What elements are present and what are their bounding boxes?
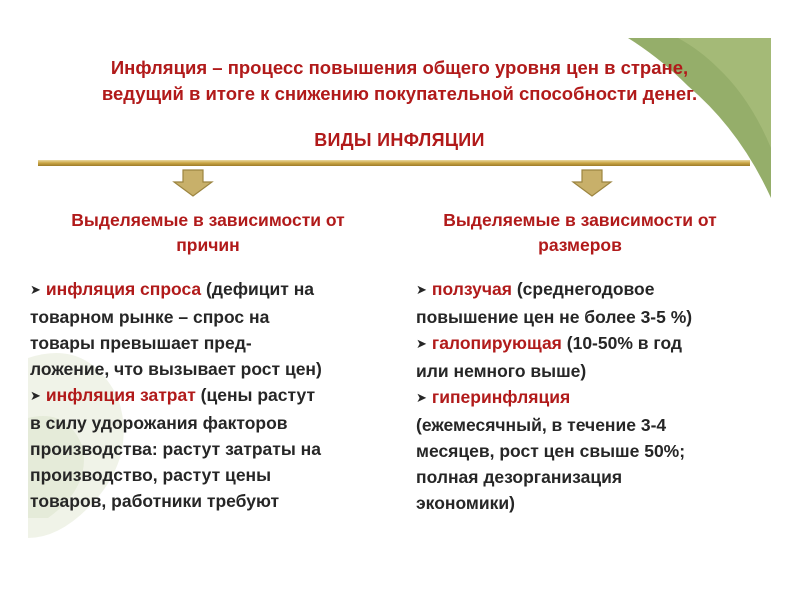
causes-heading-line2: причин <box>176 235 240 255</box>
creeping-text: (среднегодовое <box>511 279 655 299</box>
causes-column-heading <box>33 208 383 258</box>
down-arrow-right-icon <box>573 170 611 196</box>
arrow-bullet-icon: ➤ <box>416 390 427 405</box>
cost-inflation-text: (цены растут <box>195 385 316 405</box>
hyperinflation-line5: экономики) <box>416 493 515 513</box>
causes-heading-line1: Выделяемые в зависимости от <box>71 210 345 230</box>
size-list <box>416 276 766 516</box>
hyperinflation-line3: месяцев, рост цен свыше 50%; <box>416 441 686 461</box>
size-heading-line2: размеров <box>538 235 622 255</box>
arrow-bullet-icon: ➤ <box>30 388 41 403</box>
demand-inflation-line3: товары превышает пред- <box>30 333 252 353</box>
arrow-bullet-icon: ➤ <box>416 282 427 297</box>
cost-inflation-line4: производство, растут цены <box>30 465 272 485</box>
demand-inflation-line2: товарном рынке – спрос на <box>30 307 270 327</box>
term-demand-inflation: инфляция спроса <box>45 279 202 299</box>
arrow-bullet-icon: ➤ <box>416 336 427 351</box>
list-item-creeping <box>416 276 766 304</box>
term-galloping: галопирующая <box>431 333 562 353</box>
arrow-bullet-icon: ➤ <box>30 282 41 297</box>
demand-inflation-text: (дефицит на <box>201 279 315 299</box>
causes-list <box>30 276 395 514</box>
list-item-demand-inflation <box>30 276 395 304</box>
term-creeping: ползучая <box>431 279 512 299</box>
slide <box>28 38 771 538</box>
definition-title-line2: ведущий в итоге к снижению покупательной способности денег. <box>101 83 698 104</box>
size-column-heading <box>405 208 755 258</box>
cost-inflation-line2: в силу удорожания факторов <box>30 413 288 433</box>
list-item-cost-inflation <box>30 382 395 410</box>
list-item-galloping <box>416 330 766 358</box>
galloping-text: (10-50% в год <box>561 333 683 353</box>
galloping-line2: или немного выше) <box>416 361 587 381</box>
list-item-hyperinflation <box>416 384 766 412</box>
horizontal-divider-line <box>38 160 750 166</box>
term-cost-inflation: инфляция затрат <box>45 385 196 405</box>
cost-inflation-line5: товаров, работники требуют <box>30 491 280 511</box>
term-hyperinflation: гиперинфляция <box>431 387 571 407</box>
down-arrow-left-icon <box>174 170 212 196</box>
hyperinflation-line2: (ежемесячный, в течение 3-4 <box>416 415 667 435</box>
definition-title-line1: Инфляция – процесс повышения общего уровня цен в стране, <box>110 57 689 78</box>
demand-inflation-line4: ложение, что вызывает рост цен) <box>30 359 322 379</box>
definition-title <box>38 55 761 107</box>
cost-inflation-line3: производства: растут затраты на <box>30 439 321 459</box>
size-heading-line1: Выделяемые в зависимости от <box>443 210 717 230</box>
creeping-line2: повышение цен не более 3-5 %) <box>416 307 693 327</box>
hyperinflation-line4: полная дезорганизация <box>416 467 623 487</box>
inflation-types-heading: ВИДЫ ИНФЛЯЦИИ <box>314 130 485 150</box>
